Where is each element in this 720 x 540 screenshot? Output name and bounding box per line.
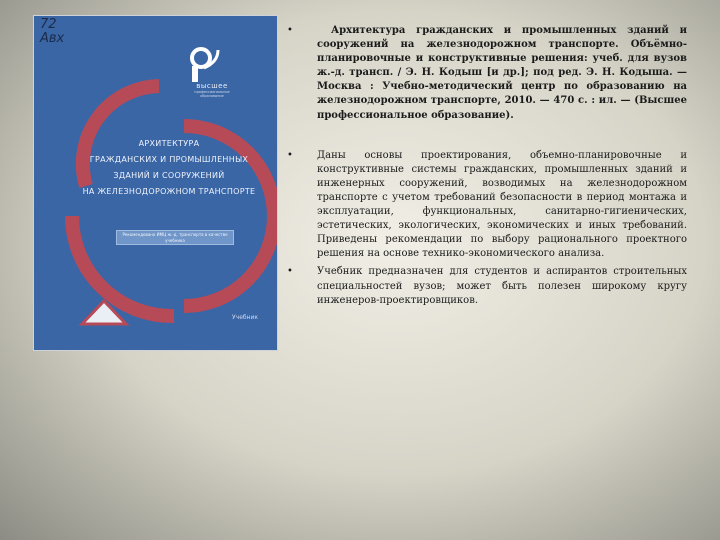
book-audience: Учебник предназначен для студентов и аспирантов строительных специальностей вузов; может быть полезен широкому кругу инженеров-проектировщиков. xyxy=(317,266,687,306)
book-title-line: ГРАЖДАНСКИХ И ПРОМЫШЛЕННЫХ xyxy=(89,155,249,164)
list-item xyxy=(287,24,687,123)
book-annotation: Даны основы проектирования, объемно-планировочные и конструктивные системы гражданских, промышленных зданий и инженерных сооружений, возводимых на железнодорожном транспорте с учетом требований безопасности в период монтажа и эксплуатации, функциональных, санитарно-гигиенических, эстетических, экологических, экономических и иных требований. Приведены рекомендации по выбору рационального проектного решения на основе технико-экономического анализа. xyxy=(317,149,687,260)
bibliographic-reference: Архитектура гражданских и промышленных зданий и сооружений на железнодорожном транспорте. Объёмно-планировочные и конструктивные решения: учеб. для вузов ж.-д. трансп. / Э. Н. Кодыш [и др.]; под ред. Э. Н. Кодыша. — Москва : Учебно-методический центр по образованию на железнодорожном транспорте, 2010. — 470 с. : ил. — (Высшее профессиональное образование). xyxy=(317,25,687,121)
brand-name: высшее xyxy=(196,82,228,90)
list-item xyxy=(287,149,687,262)
book-title-line: ЗДАНИЙ И СООРУЖЕНИЙ xyxy=(113,171,225,180)
book-title-line: НА ЖЕЛЕЗНОДОРОЖНОМ ТРАНСПОРТЕ xyxy=(82,187,256,196)
book-cover xyxy=(33,15,278,351)
bullet-icon: • xyxy=(287,266,293,278)
brand-subtitle: профессиональное образование xyxy=(194,90,230,98)
brand-logo xyxy=(182,82,242,98)
book-subtitle-box: Рекомендовано ИМЦ ж.-д. транспорта в качестве учебника xyxy=(116,230,234,245)
handwritten-note: 72 Авх xyxy=(40,17,65,46)
book-type-label: Учебник xyxy=(232,314,259,321)
bullet-icon: • xyxy=(287,149,293,161)
book-title-line: АРХИТЕКТУРА xyxy=(138,139,200,148)
list-item xyxy=(287,265,687,307)
brand-logo-icon xyxy=(192,49,218,82)
book-title xyxy=(74,136,264,200)
description-list xyxy=(287,24,687,308)
bullet-icon: • xyxy=(287,25,293,36)
